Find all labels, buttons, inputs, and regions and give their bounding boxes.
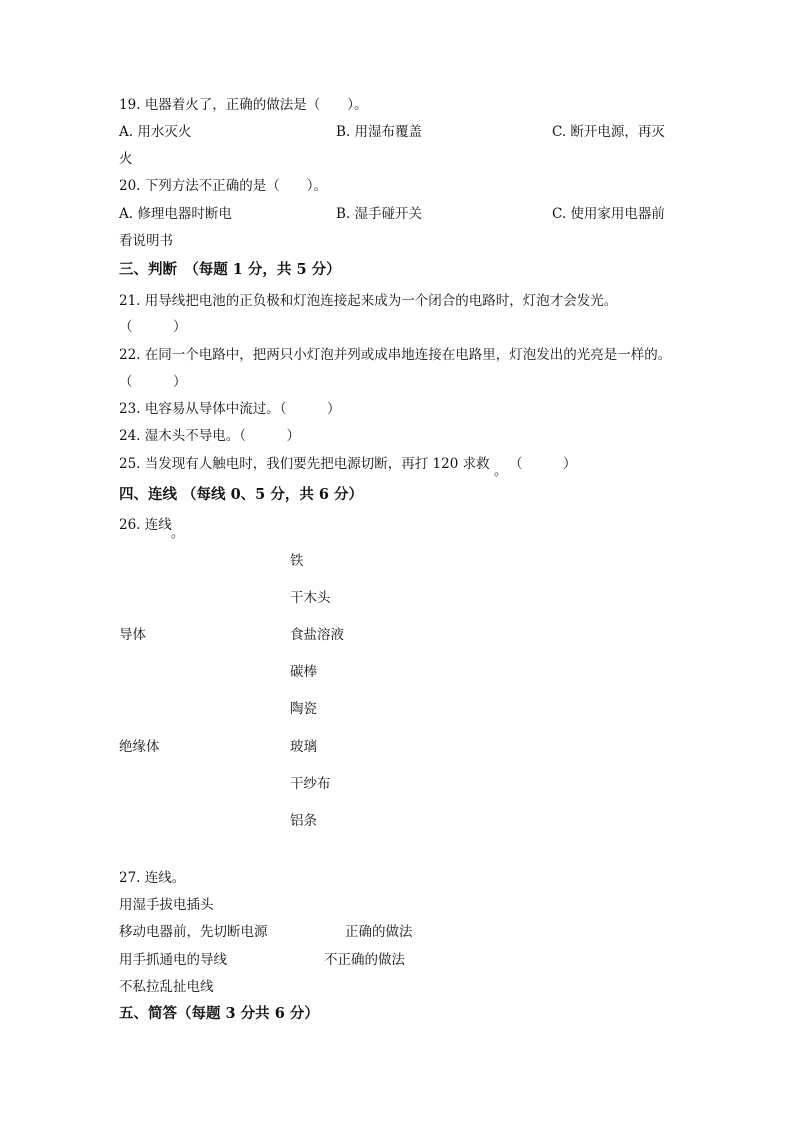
q19-option-a: A. 用水灭火 — [119, 124, 192, 140]
q19-option-b: B. 用湿布覆盖 — [336, 124, 423, 140]
q26-right-item: 玻璃 — [290, 739, 317, 755]
q20-option-c: C. 使用家用电器前 — [552, 206, 665, 222]
q25-stem: 25. 当发现有人触电时，我们要先把电源切断，再打 120 求救 — [119, 456, 490, 472]
q20-option-c-continued: 看说明书 — [119, 233, 173, 249]
q27-right-item: 不正确的做法 — [324, 952, 405, 968]
q26-right-item: 食盐溶液 — [290, 627, 344, 643]
q26-left-item: 导体 — [119, 627, 146, 643]
q26-dot: 。 — [171, 526, 185, 541]
q20-option-a: A. 修理电器时断电 — [119, 206, 232, 222]
q20-stem: 20. 下列方法不正确的是（ ）。 — [119, 178, 328, 194]
q23-stem: 23. 电容易从导体中流过。（ ） — [119, 401, 341, 417]
q27-right-item: 正确的做法 — [345, 924, 413, 940]
q26-right-item: 铝条 — [290, 813, 317, 829]
q27-left-item: 不私拉乱扯电线 — [119, 979, 214, 995]
section-3-heading: 三、判断 （每题 1 分，共 5 分） — [119, 261, 341, 278]
q19-option-c-continued: 火 — [119, 151, 133, 167]
q26-stem: 26. 连线 — [119, 517, 172, 533]
q20-option-b: B. 湿手碰开关 — [336, 206, 423, 222]
q26-right-item: 干木头 — [290, 590, 331, 606]
section-4-heading: 四、连线 （每线 0、5 分，共 6 分） — [119, 486, 364, 503]
q26-right-item: 铁 — [290, 553, 304, 569]
q27-left-item: 用湿手拔电插头 — [119, 897, 214, 913]
q22-stem: 22. 在同一个电路中，把两只小灯泡并列或成串地连接在电路里，灯泡发出的光亮是一样的。 — [119, 347, 672, 363]
q26-right-item: 陶瓷 — [290, 701, 317, 717]
q22-answer-blank: （ ） — [119, 374, 187, 390]
q27-stem: 27. 连线。 — [119, 870, 186, 886]
q25-dot: 。 — [494, 464, 508, 479]
q26-left-item: 绝缘体 — [119, 739, 160, 755]
q19-stem: 19. 电器着火了，正确的做法是（ ）。 — [119, 97, 368, 113]
q24-stem: 24. 湿木头不导电。（ ） — [119, 428, 301, 444]
q19-option-c: C. 断开电源，再灭 — [552, 124, 665, 140]
q27-left-item: 用手抓通电的导线 — [119, 952, 227, 968]
section-5-heading: 五、简答（每题 3 分共 6 分） — [119, 1005, 319, 1022]
q26-right-item: 碳棒 — [290, 664, 317, 680]
q21-stem: 21. 用导线把电池的正负极和灯泡连接起来成为一个闭合的电路时，灯泡才会发光。 — [119, 293, 618, 309]
q26-right-item: 干纱布 — [290, 776, 331, 792]
q27-left-item: 移动电器前，先切断电源 — [119, 924, 268, 940]
q21-answer-blank: （ ） — [119, 319, 187, 335]
q25-answer-blank: （ ） — [509, 456, 577, 472]
